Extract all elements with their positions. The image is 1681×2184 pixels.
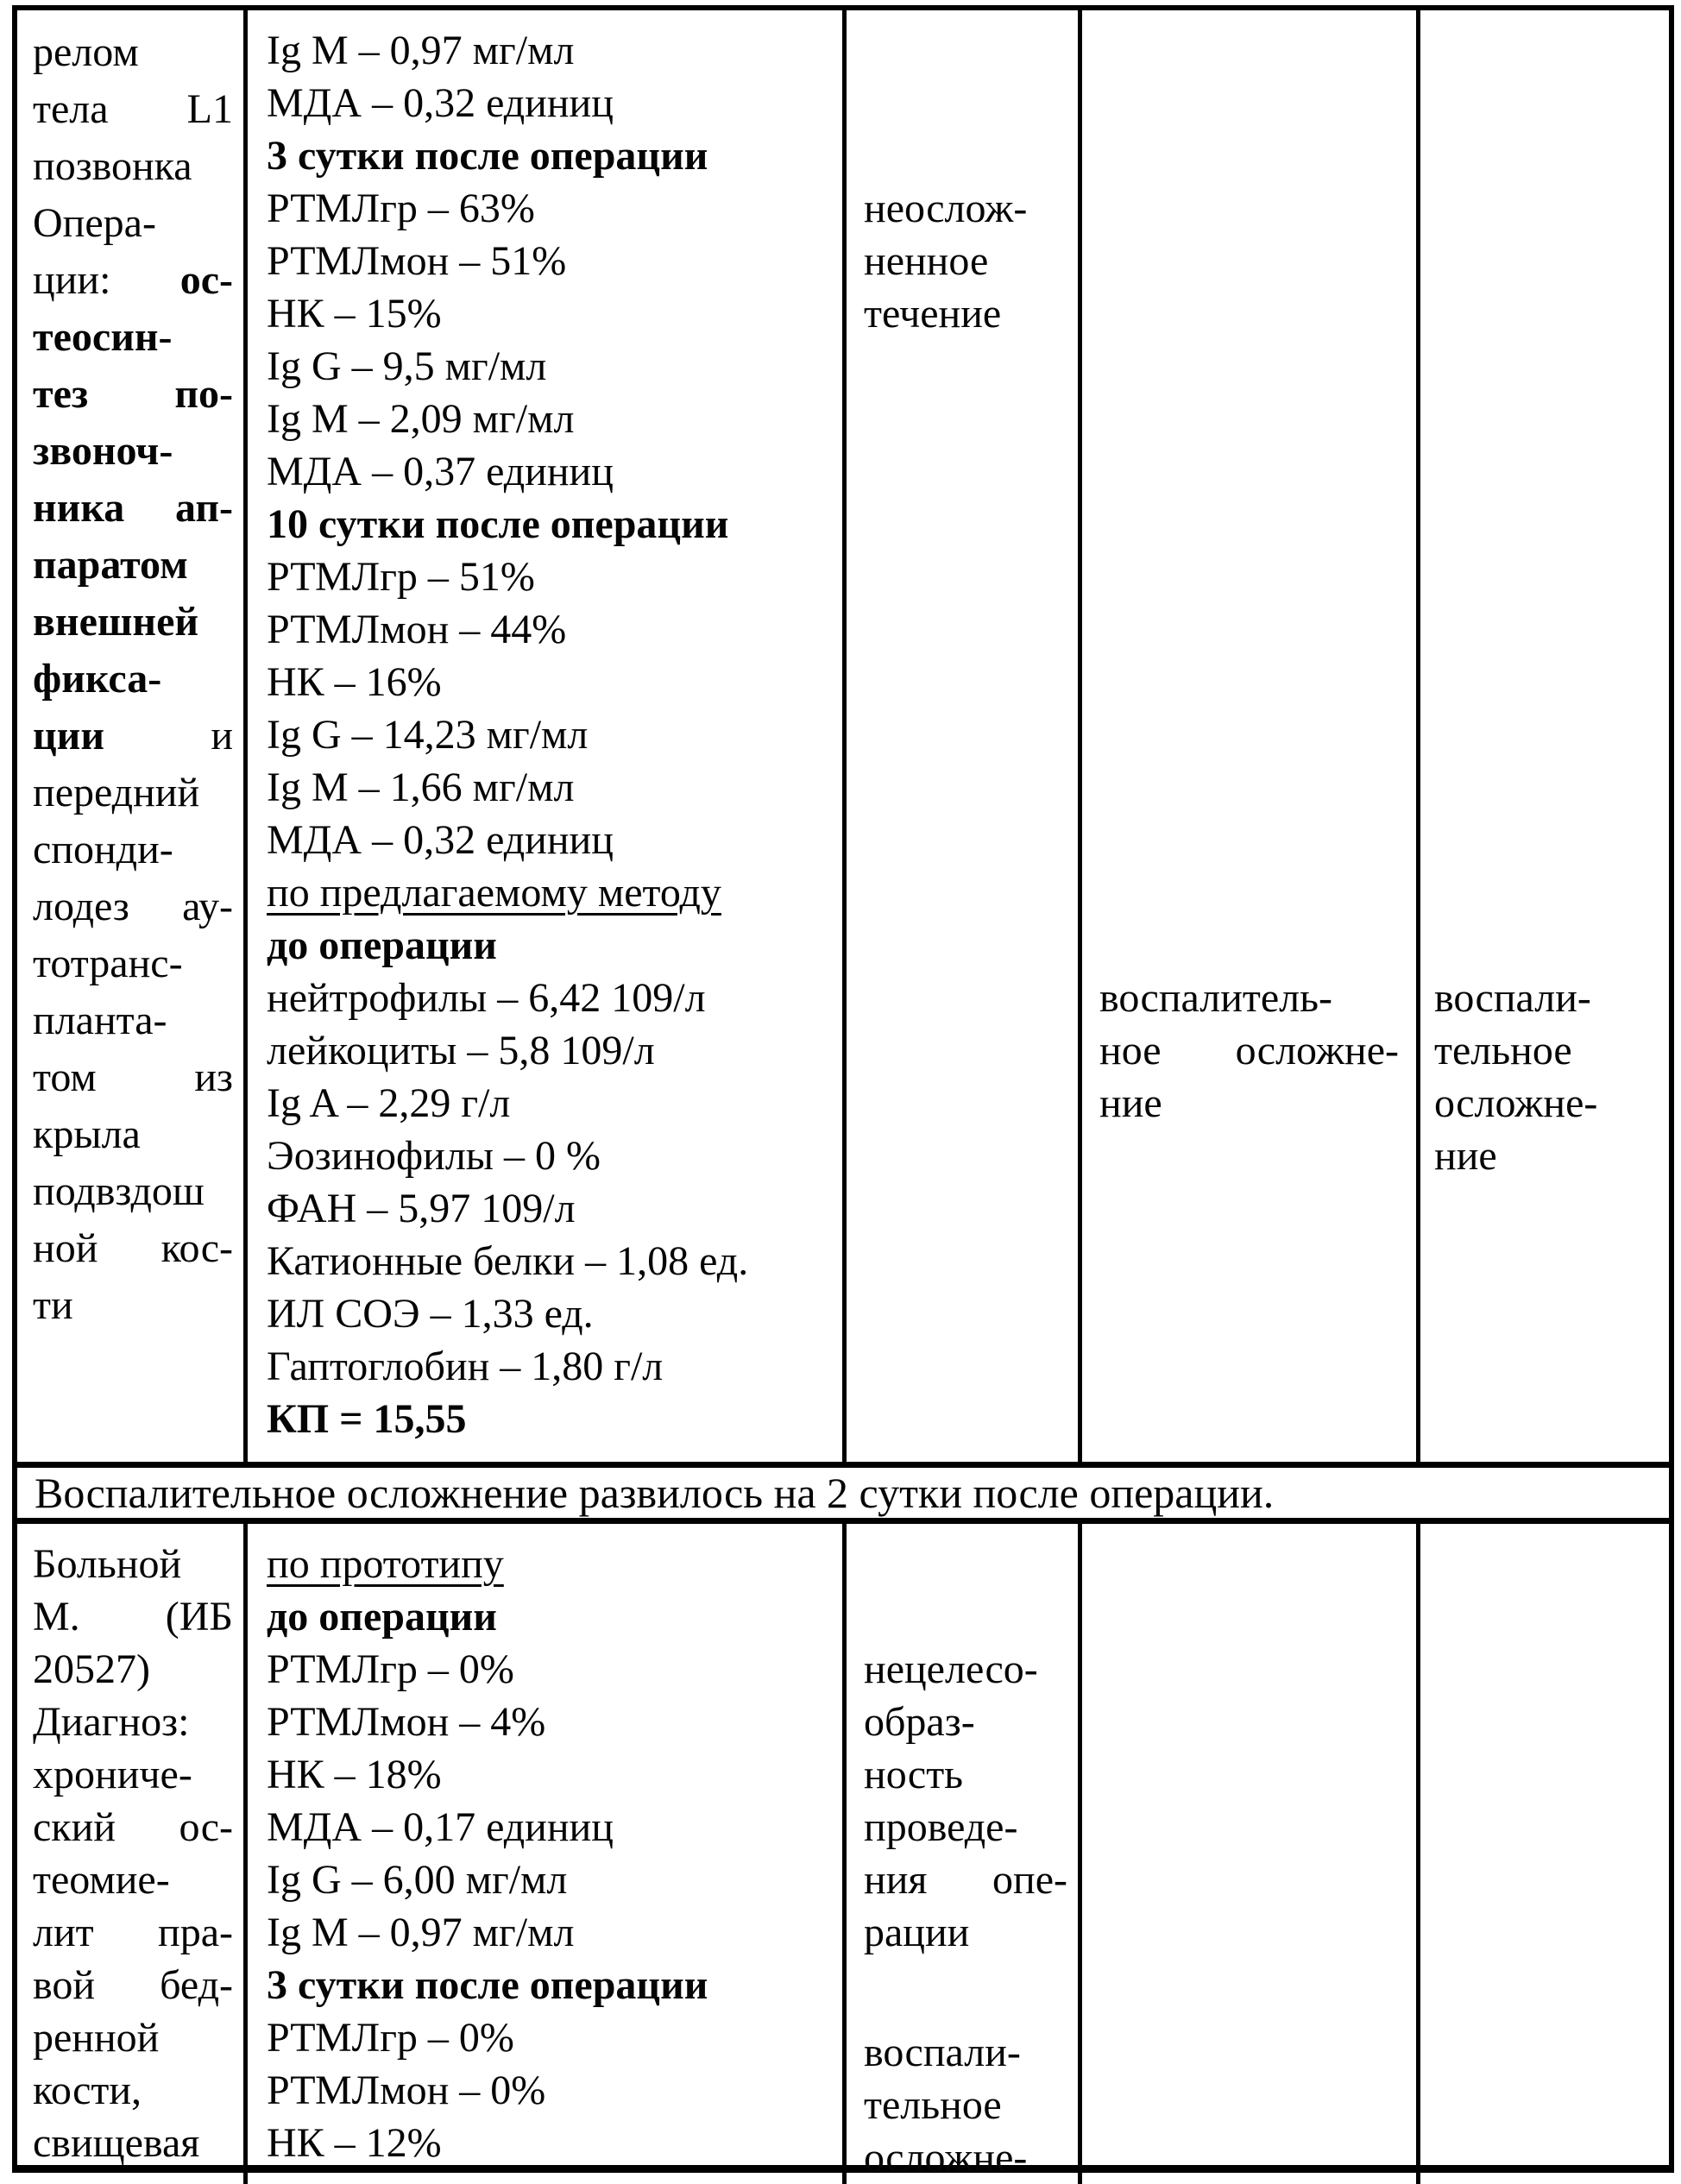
text-segment: осложне- — [1235, 1028, 1399, 1073]
actual-outcome-text — [1434, 972, 1660, 1182]
text-segment: из — [194, 1054, 233, 1100]
text-line — [267, 551, 835, 603]
text-line — [864, 182, 1071, 235]
text-segment: Эозинофилы – 0 % — [267, 1133, 601, 1179]
text-segment: подвздош — [33, 1168, 205, 1214]
text-line — [33, 1163, 236, 1220]
text-segment: 3 сутки после операции — [267, 1962, 708, 2008]
text-segment: неослож- — [864, 186, 1028, 231]
text-segment: ский — [33, 1804, 116, 1850]
text-segment: тела — [33, 86, 109, 132]
text-segment: крыла — [33, 1111, 141, 1157]
text-segment: лит — [33, 1910, 94, 1955]
lab-values-cell — [248, 1524, 847, 2184]
text-line — [33, 1106, 236, 1163]
text-segment: РТМЛгр – 51% — [267, 554, 535, 600]
text-line — [864, 1854, 1071, 1906]
text-segment: МДА – 0,32 единиц — [267, 80, 614, 126]
text-segment: по- — [174, 371, 233, 417]
text-segment: 10 сутки после операции — [267, 501, 729, 547]
text-segment: воспали- — [1434, 975, 1591, 1021]
text-segment: по прототипу — [267, 1541, 504, 1587]
text-line — [33, 651, 236, 708]
text-line — [864, 2026, 1071, 2079]
text-segment: Катионные белки – 1,08 ед. — [267, 1238, 749, 1284]
prediction-proposed-text — [864, 182, 1071, 340]
text-line — [267, 1906, 835, 1959]
text-segment: ос- — [179, 257, 233, 303]
text-segment: позвонка — [33, 143, 192, 189]
text-segment: Опера- — [33, 200, 156, 246]
text-segment: L1 — [186, 86, 233, 132]
text-line — [33, 992, 236, 1049]
text-segment: НК – 18% — [267, 1752, 442, 1797]
text-segment: проведе- — [864, 1804, 1018, 1850]
text-line — [267, 1801, 835, 1854]
text-line — [267, 1235, 835, 1287]
text-line — [1434, 1077, 1660, 1130]
text-line — [267, 1130, 835, 1182]
text-line — [267, 866, 835, 919]
text-segment: 20527) — [33, 1646, 150, 1692]
text-line — [267, 1340, 835, 1393]
text-segment: том — [33, 1054, 97, 1100]
text-line — [33, 309, 236, 366]
text-segment: течение — [864, 291, 1002, 337]
text-line — [33, 195, 236, 252]
text-segment: ции — [33, 713, 104, 758]
text-segment: спонди- — [33, 827, 173, 872]
text-line — [267, 24, 835, 77]
text-line — [33, 1643, 236, 1696]
text-segment: Гаптоглобин – 1,80 г/л — [267, 1344, 664, 1389]
text-line — [267, 1024, 835, 1077]
text-segment: тез — [33, 371, 89, 417]
text-segment: ФАН – 5,97 109/л — [267, 1186, 576, 1231]
text-segment: 3 сутки после операции — [267, 133, 708, 179]
text-segment: ИЛ СОЭ – 1,33 ед. — [267, 1291, 594, 1337]
text-line — [33, 1590, 236, 1643]
lab-values-cell — [248, 10, 847, 1462]
text-segment: опе- — [992, 1857, 1067, 1903]
text-segment: воспали- — [864, 2030, 1021, 2075]
text-line — [267, 1590, 835, 1643]
text-line — [33, 252, 236, 309]
prediction-prototype-text — [1099, 972, 1402, 1130]
text-segment: РТМЛгр – 0% — [267, 2015, 514, 2061]
text-line — [33, 2117, 236, 2169]
text-line — [33, 423, 236, 480]
text-line — [267, 2011, 835, 2064]
text-line — [33, 138, 236, 195]
text-line — [864, 1643, 1071, 1696]
text-segment: рации — [864, 1910, 970, 1955]
text-line — [33, 366, 236, 423]
text-segment: теомие- — [33, 1857, 170, 1903]
text-line — [33, 81, 236, 138]
text-segment: М. — [33, 1594, 80, 1640]
text-segment: Больной — [33, 1541, 182, 1587]
text-line — [267, 1538, 835, 1590]
text-line — [864, 1906, 1071, 1959]
text-segment: МДА – 0,17 единиц — [267, 1804, 614, 1850]
text-segment: планта- — [33, 998, 167, 1043]
text-line — [33, 594, 236, 651]
text-line — [1099, 1024, 1402, 1077]
text-line — [267, 1393, 835, 1445]
text-segment: РТМЛгр – 0% — [267, 1646, 514, 1692]
text-line — [33, 1220, 236, 1277]
text-line — [33, 765, 236, 821]
text-line — [33, 1854, 236, 1906]
text-line — [267, 445, 835, 498]
text-segment: до операции — [267, 922, 497, 968]
text-segment: ной — [33, 1225, 98, 1271]
text-line — [33, 1906, 236, 1959]
text-line — [33, 1748, 236, 1801]
text-line — [33, 935, 236, 992]
text-segment: до операции — [267, 1594, 497, 1640]
text-line — [267, 287, 835, 340]
note-row — [17, 1462, 1669, 1524]
text-segment: нецелесо- — [864, 1646, 1038, 1692]
prediction-prototype-cell — [1082, 1524, 1420, 2184]
text-line — [267, 1854, 835, 1906]
text-segment: хрониче- — [33, 1752, 192, 1797]
text-line — [1434, 1130, 1660, 1182]
text-line — [267, 708, 835, 761]
text-line — [33, 878, 236, 935]
text-line — [267, 2117, 835, 2169]
text-line — [33, 708, 236, 765]
text-segment: РТМЛгр – 63% — [267, 186, 535, 231]
text-line — [267, 129, 835, 182]
prediction-proposed-cell — [847, 10, 1082, 1462]
text-line — [33, 1959, 236, 2011]
text-segment: Ig M – 2,09 мг/мл — [267, 396, 575, 442]
text-segment: ап- — [174, 485, 233, 531]
text-segment: Диагноз: — [33, 1699, 190, 1745]
text-line — [267, 1287, 835, 1340]
text-segment: кос- — [161, 1225, 233, 1271]
text-segment: фикса- — [33, 656, 162, 702]
text-line — [267, 2064, 835, 2117]
text-segment: ность — [864, 1752, 964, 1797]
text-segment: ника — [33, 485, 125, 531]
text-segment: НК – 12% — [267, 2120, 442, 2166]
actual-outcome-cell — [1420, 1524, 1669, 2184]
text-line — [267, 498, 835, 551]
text-line — [1099, 972, 1402, 1024]
text-segment: внешней — [33, 599, 199, 645]
patient-description-cell — [17, 1524, 248, 2184]
text-segment: ния — [864, 1857, 928, 1903]
text-line — [267, 656, 835, 708]
text-line — [864, 1801, 1071, 1854]
text-line — [33, 24, 236, 81]
table-row-patient-1 — [17, 10, 1669, 1462]
text-segment: Ig G – 14,23 мг/мл — [267, 712, 589, 758]
text-segment: ти — [33, 1282, 73, 1328]
text-segment: НК – 16% — [267, 659, 442, 705]
text-line — [267, 603, 835, 656]
text-segment: РТМЛмон – 0% — [267, 2068, 546, 2113]
text-line — [33, 537, 236, 594]
text-segment: тельное — [864, 2082, 1002, 2128]
text-line — [1434, 1024, 1660, 1077]
text-segment: передний — [33, 770, 200, 815]
text-segment: МДА – 0,32 единиц — [267, 817, 614, 863]
text-segment: осложне- — [1434, 1080, 1598, 1126]
text-line — [267, 235, 835, 287]
note-text: Воспалительное осложнение развилось на 2 сутки после операции. — [35, 1469, 1275, 1517]
text-line — [267, 1077, 835, 1130]
text-segment: МДА – 0,37 единиц — [267, 449, 614, 494]
text-segment: осложне- — [864, 2135, 1028, 2181]
text-line — [33, 1696, 236, 1748]
text-line — [33, 480, 236, 537]
text-segment: (ИБ — [165, 1594, 233, 1640]
prediction-proposed-text — [864, 1643, 1071, 2184]
text-line — [267, 393, 835, 445]
text-segment: лейкоциты – 5,8 109/л — [267, 1028, 655, 1073]
text-segment: Ig G – 6,00 мг/мл — [267, 1857, 568, 1903]
text-segment: ние — [1434, 1133, 1497, 1179]
text-segment: ное — [1099, 1028, 1162, 1073]
text-line — [33, 821, 236, 878]
text-line — [864, 235, 1071, 287]
text-segment: лодез — [33, 884, 129, 929]
text-line — [1099, 1077, 1402, 1130]
text-segment: пра- — [158, 1910, 233, 1955]
text-segment: ненное — [864, 238, 989, 284]
text-line — [267, 1696, 835, 1748]
text-segment: вой — [33, 1962, 96, 2008]
text-segment: ние — [1099, 1080, 1162, 1126]
table-row-patient-2 — [17, 1524, 1669, 2181]
text-segment: и — [211, 713, 233, 758]
text-line — [267, 919, 835, 972]
patient-cases-table — [12, 5, 1674, 2181]
text-line — [864, 1748, 1071, 1801]
text-line — [267, 1182, 835, 1235]
text-segment: звоноч- — [33, 428, 173, 474]
text-line — [33, 1801, 236, 1854]
text-line — [267, 1959, 835, 2011]
text-segment: воспалитель- — [1099, 975, 1332, 1021]
text-segment: тельное — [1434, 1028, 1572, 1073]
text-segment: паратом — [33, 542, 188, 588]
text-segment: Ig A – 2,29 г/л — [267, 1080, 511, 1126]
text-segment: Ig M – 1,66 мг/мл — [267, 765, 575, 810]
text-segment: РТМЛмон – 51% — [267, 238, 567, 284]
text-line — [33, 2064, 236, 2117]
text-line — [267, 340, 835, 393]
text-segment: ренной — [33, 2015, 160, 2061]
text-segment: релом — [33, 29, 139, 75]
text-segment: КП = 15,55 — [267, 1396, 467, 1442]
text-line — [267, 77, 835, 129]
text-segment: РТМЛмон – 44% — [267, 607, 567, 652]
text-segment: ау- — [182, 884, 233, 929]
text-segment: свищевая — [33, 2120, 200, 2166]
text-segment: по предлагаемому методу — [267, 870, 721, 916]
text-line — [33, 1538, 236, 1590]
text-line — [267, 1748, 835, 1801]
text-segment: бед- — [160, 1962, 233, 2008]
text-line — [864, 1696, 1071, 1748]
text-line — [1434, 972, 1660, 1024]
text-segment: ции: — [33, 257, 111, 303]
text-segment: теосин- — [33, 314, 173, 360]
text-line — [267, 182, 835, 235]
text-line — [864, 287, 1071, 340]
text-line — [267, 1643, 835, 1696]
text-segment: тотранс- — [33, 941, 183, 986]
prediction-prototype-cell — [1082, 10, 1420, 1462]
text-line — [267, 972, 835, 1024]
text-line — [33, 2011, 236, 2064]
prediction-proposed-cell — [847, 1524, 1082, 2184]
patient-description-cell — [17, 10, 248, 1462]
text-segment: Ig G – 9,5 мг/мл — [267, 343, 547, 389]
text-line — [33, 1277, 236, 1334]
text-segment: Ig M – 0,97 мг/мл — [267, 28, 575, 73]
actual-outcome-cell — [1420, 10, 1669, 1462]
text-line — [33, 1049, 236, 1106]
text-line — [267, 761, 835, 814]
text-segment: ос- — [179, 1804, 233, 1850]
text-segment: Ig M – 0,97 мг/мл — [267, 1910, 575, 1955]
text-line — [267, 814, 835, 866]
text-segment: РТМЛмон – 4% — [267, 1699, 546, 1745]
text-segment: НК – 15% — [267, 291, 442, 337]
text-line — [864, 2131, 1071, 2184]
text-line — [864, 2079, 1071, 2131]
text-segment: нейтрофилы – 6,42 109/л — [267, 975, 706, 1021]
text-segment: образ- — [864, 1699, 975, 1745]
text-segment: кости, — [33, 2068, 142, 2113]
